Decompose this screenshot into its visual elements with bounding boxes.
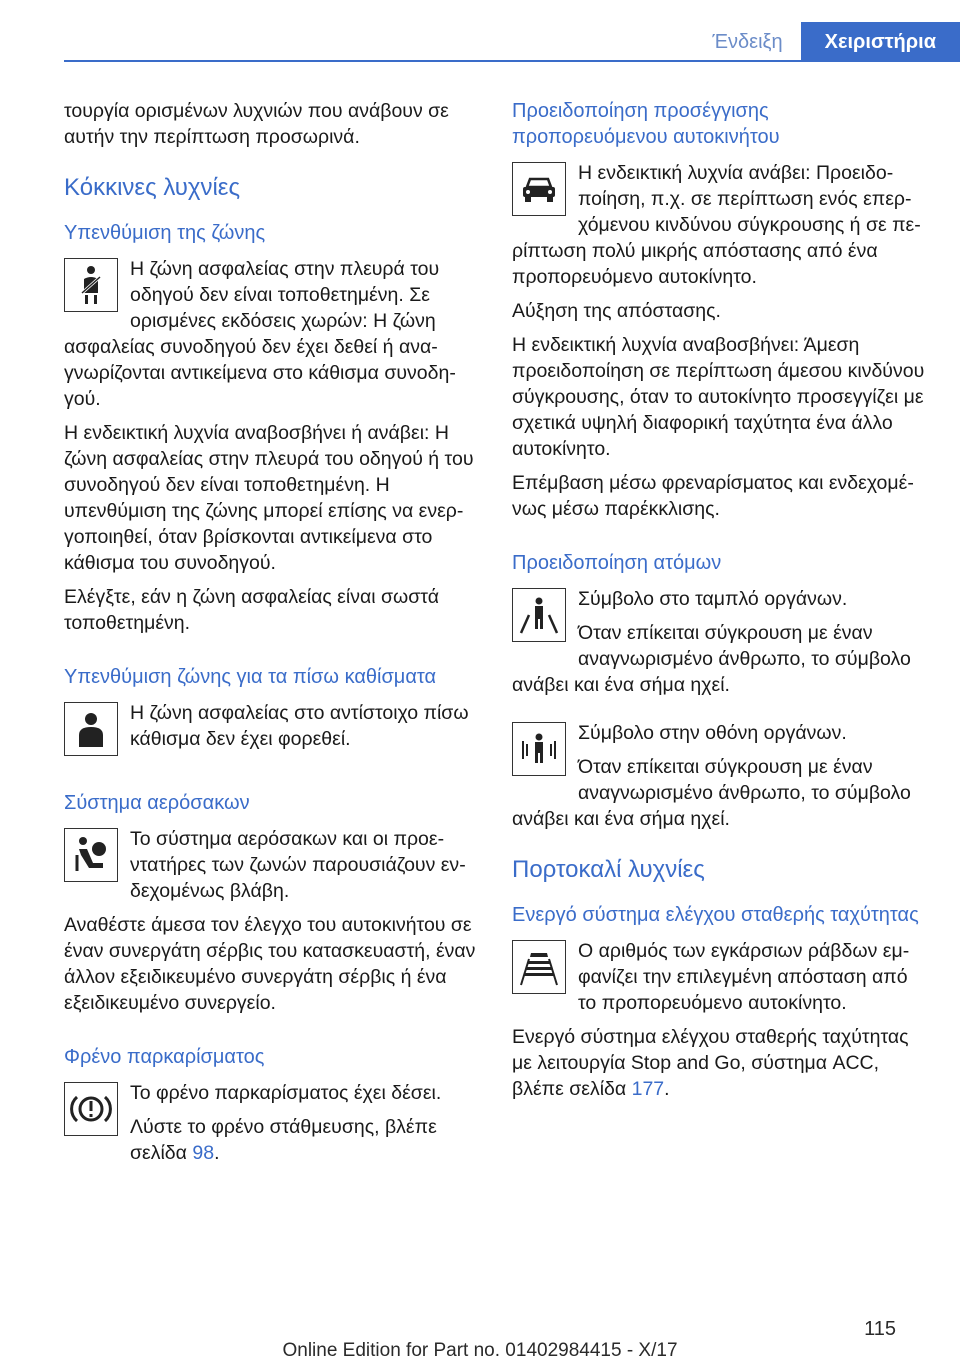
belt-paragraph-3: Ελέγξτε, εάν η ζώνη ασφαλείας είναι σωστά τοποθετημένη. [64,586,439,634]
heading-approach-warning: Προειδοποίηση προσέγγισης προπορευόμενου αυτοκινήτου [512,100,780,148]
rear-seat-person-icon [64,702,118,756]
heading-belt-reminder: Υπενθύμιση της ζώνης [64,222,266,244]
heading-rear-belt: Υπενθύμιση ζώνης για τα πίσω καθίσματα [64,666,437,688]
tab-index[interactable]: Ένδειξη [712,30,783,53]
person-warning-icon [512,588,566,642]
heading-airbag: Σύστημα αερόσακων [64,792,250,814]
approach-paragraph-2: Αύξηση της απόστασης. [512,300,721,322]
heading-parking-brake: Φρένο παρκαρίσματος [64,1046,265,1068]
heading-orange-lights: Πορτοκαλί λυχνίες [512,856,705,883]
distance-bars-icon [512,940,566,994]
person-paragraph-3: Σύμβολο στην οθόνη οργάνων. [578,722,847,744]
person-paragraph-1: Σύμβολο στο ταμπλό οργάνων. [578,588,848,610]
belt-paragraph-2: Η ενδεικτική λυχνία αναβοσβήνει ή ανάβει: Η ζώνη ασφαλείας στην πλευρά του οδηγού ή του συνοδηγού δεν είναι τοποθετημένη. Η υπενθύμιση της ζώνης μπορεί επίσης να ενεργοποιηθεί, όταν βρίσκονται αντικείμενα στο κάθισμα του συνοδηγού. [64,422,474,574]
car-front-icon [512,162,566,216]
tab-controls[interactable]: Χειριστήρια [801,22,960,62]
airbag-paragraph-2: Αναθέστε άμεσα τον έλεγχο του αυτοκινήτου σε έναν συνεργάτη σέρβις του κατασκευαστή, έναν άλλον εξειδικευμένο συνεργάτη σέρβις ή ένα εξειδικευμένο συνεργείο. [64,914,476,1014]
airbag-paragraph-1: Το σύστημα αερόσακων και οι προεντατήρες των ζωνών παρουσιάζουν ενδεχομένως βλάβη. [130,828,466,902]
rear-paragraph-1: Η ζώνη ασφαλείας στο αντίστοιχο πίσω κάθισμα δεν έχει φορεθεί. [130,702,469,750]
belt-paragraph-1: Η ζώνη ασφαλείας στην πλευρά του οδηγού δεν είναι τοποθετημένη. Σε ορισμένες εκδόσεις χωρών: Η ζώνη ασφαλείας συνοδηγού δεν έχει δεθεί ή αναγνωρίζονται αντικείμενα στο κάθισμα συνοδηγού. [64,258,456,410]
acc-paragraph-1: Ο αριθμός των εγκάρσιων ράβδων εμφανίζει την επιλεγμένη απόσταση από το προπορευόμενο αυτοκίνητο. [578,940,910,1014]
heading-person-warning: Προειδοποίηση ατόμων [512,552,722,574]
page-link-177[interactable]: 177 [631,1078,665,1100]
person-paragraph-4: Όταν επίκειται σύγκρουση με έναν αναγνωρισμένο άνθρωπο, το σύμβολο ανάβει και ένα σήμα ηχεί. [512,756,911,830]
approach-paragraph-3: Η ενδεικτική λυχνία αναβοσβήνει: Άμεση προειδοποίηση σε περίπτωση άμεσου κινδύνου σύγκρουσης, όταν το αυτοκίνητο προσεγγίζει με σχετικά υψηλή διαφορική ταχύτητα ένα άλλο αυτοκίνητο. [512,334,925,460]
heading-acc: Ενεργό σύστημα ελέγχου σταθερής ταχύτητας [512,904,919,926]
seatbelt-icon [64,258,118,312]
approach-paragraph-4: Επέμβαση μέσω φρεναρίσματος και ενδεχομένως μέσω παρέκκλισης. [512,472,914,520]
page-number: 115 [864,1318,896,1340]
page-link-98[interactable]: 98 [192,1142,215,1164]
footer-edition: Online Edition for Part no. 01402984415 - X/17 [282,1340,678,1361]
brake-paragraph-1: Το φρένο παρκαρίσματος έχει δέσει. [130,1082,442,1104]
brake-paragraph-2: Λύστε το φρένο στάθμευσης, βλέπε σελίδα 98. [130,1116,437,1164]
intro-text: τουργία ορισμένων λυχνιών που ανάβουν σε αυτήν την περίπτωση προσωρινά. [64,100,449,148]
header-rule [64,60,960,62]
person-warning-display-icon [512,722,566,776]
heading-red-lights: Κόκκινες λυχνίες [64,174,241,201]
left-column [64,98,480,1174]
airbag-icon [64,828,118,882]
person-paragraph-2: Όταν επίκειται σύγκρουση με έναν αναγνωρισμένο άνθρωπο, το σύμβολο ανάβει και ένα σήμα ηχεί. [512,622,911,696]
approach-paragraph-1: Η ενδεικτική λυχνία ανάβει: Προειδοποίηση, π.χ. σε περίπτωση ενός επερχόμενου κινδύνου σύγκρουσης ή σε περίπτωση πολύ μικρής απόστασης από ένα προπορευόμενο αυτοκίνητο. [512,162,921,288]
right-column [512,98,928,1110]
parking-brake-icon [64,1082,118,1136]
acc-paragraph-2: Ενεργό σύστημα ελέγχου σταθερής ταχύτητας με λειτουργία Stop and Go, σύστημα ACC, βλέπε σελίδα 177. [512,1026,909,1100]
header-tabs [694,22,960,62]
